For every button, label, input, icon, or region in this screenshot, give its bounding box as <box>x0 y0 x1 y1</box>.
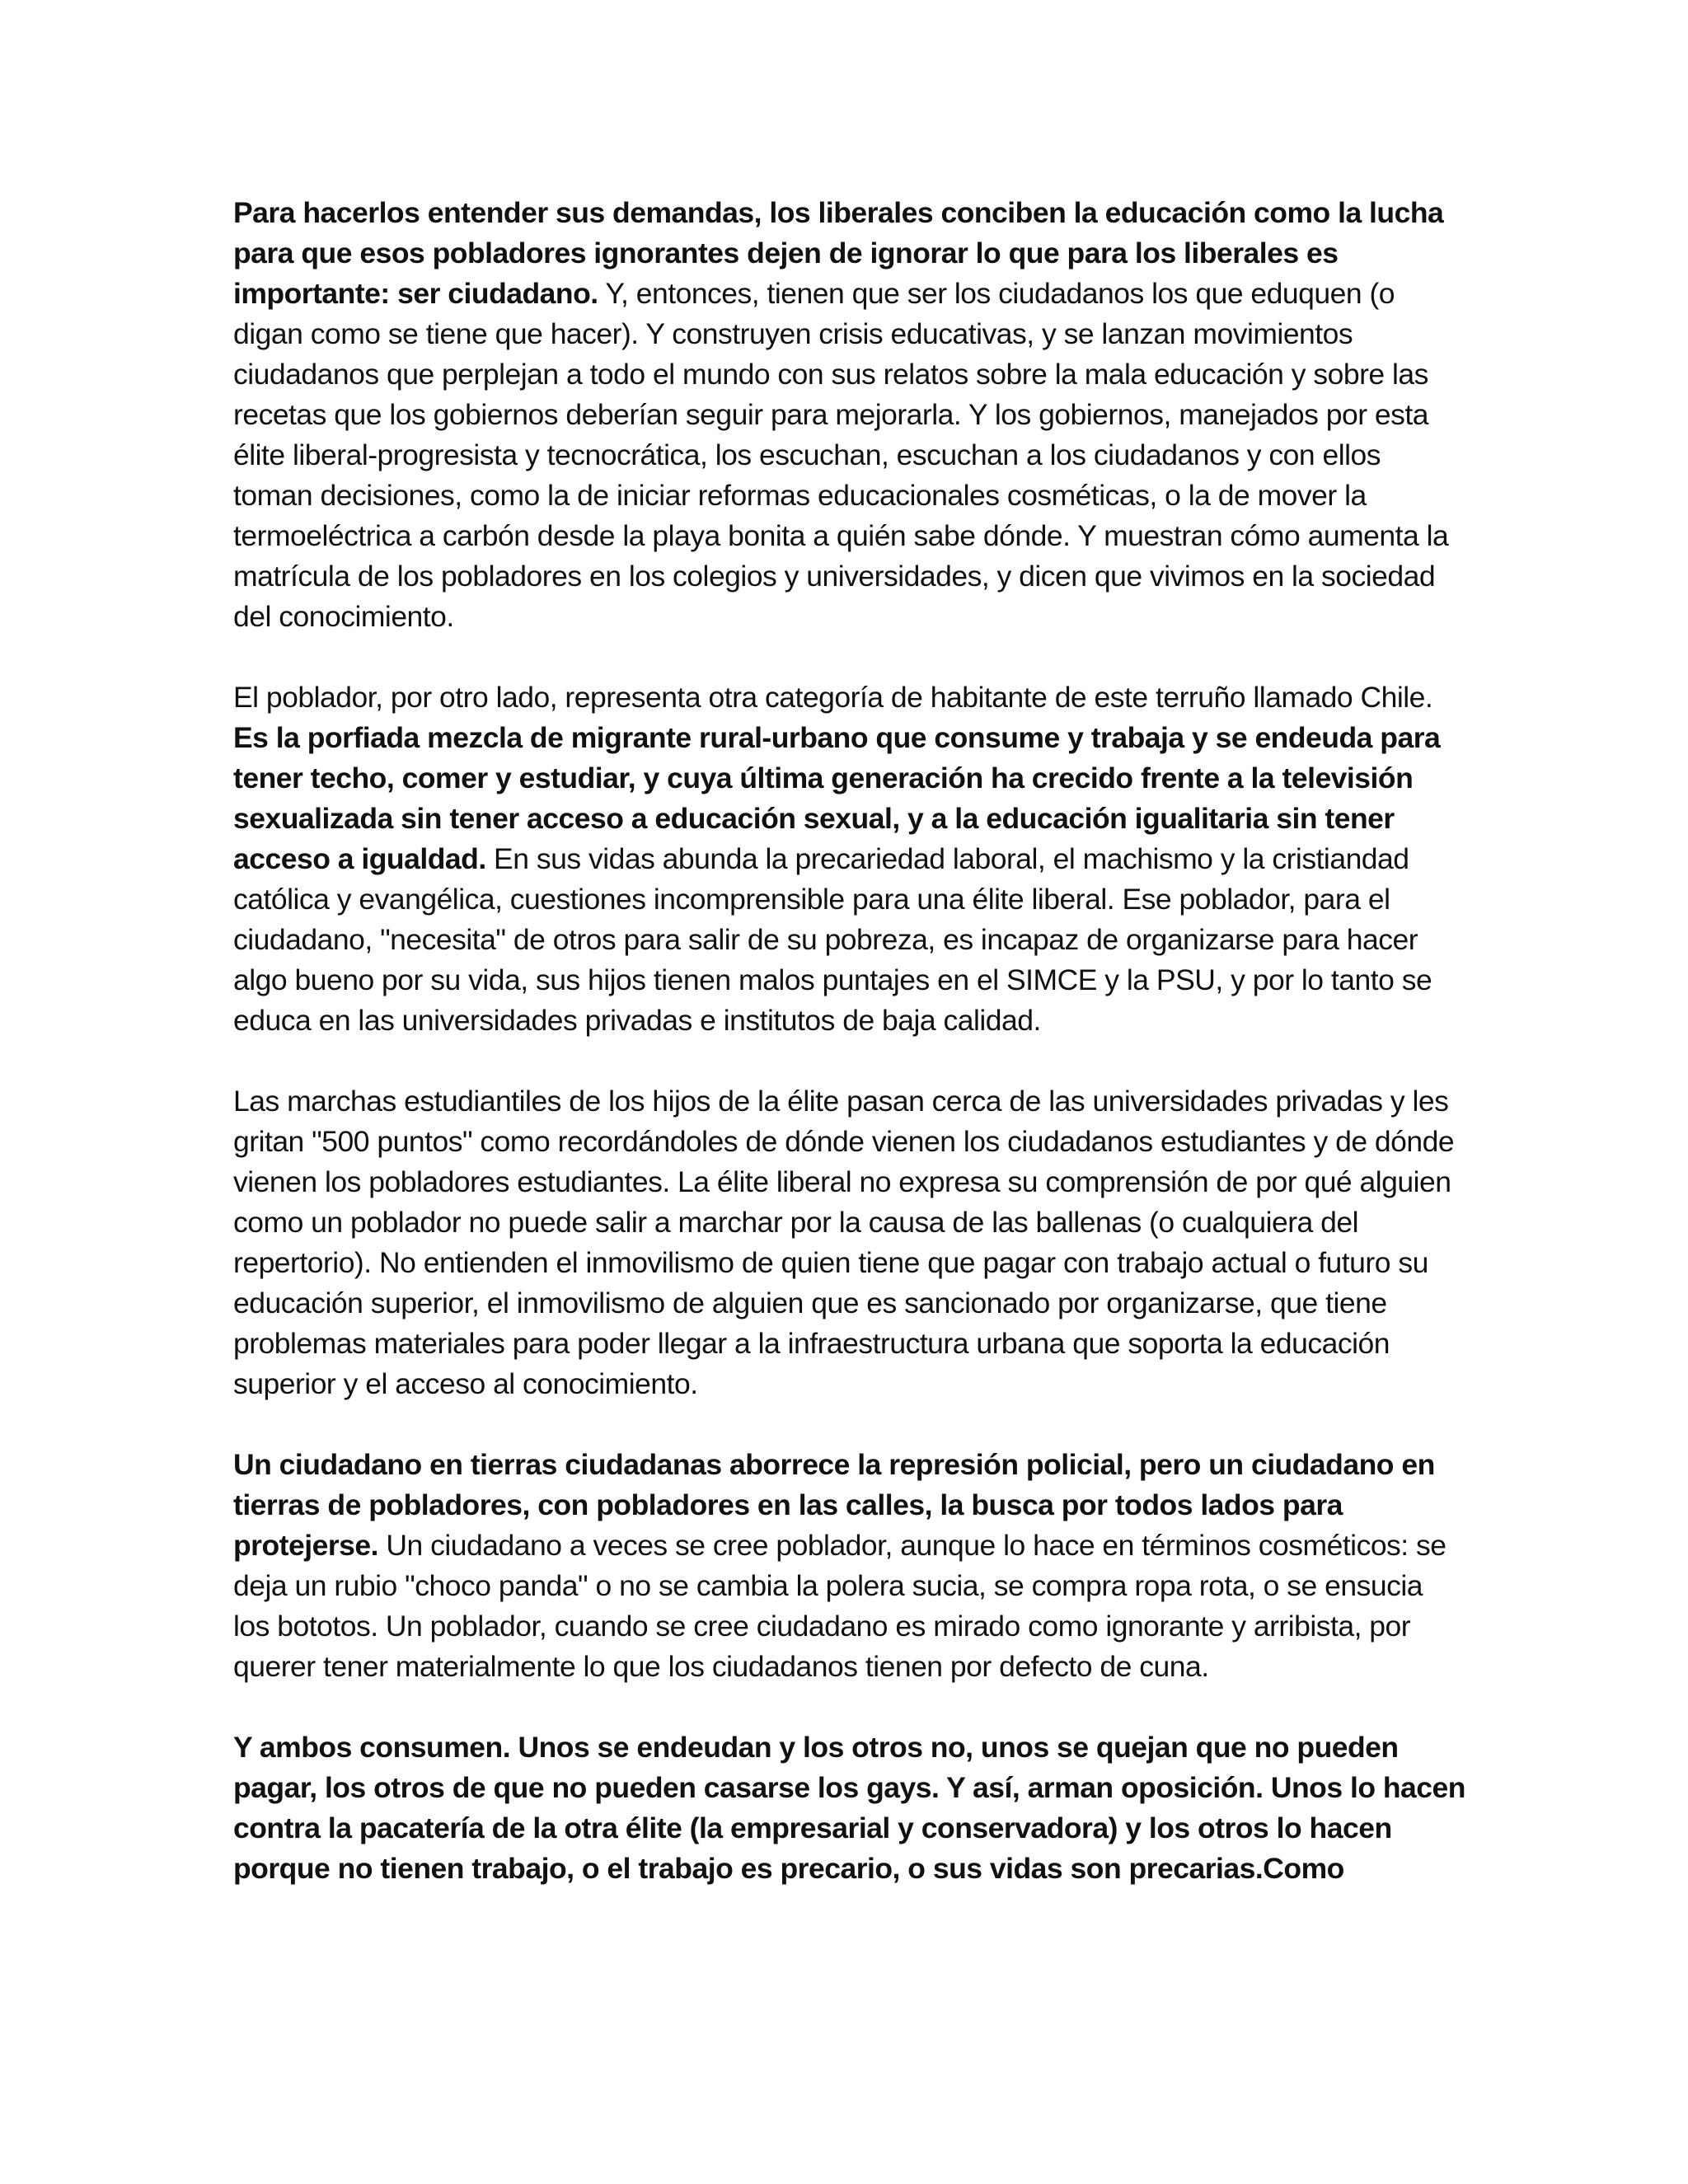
paragraph-2 <box>233 677 1465 1041</box>
paragraph-5 <box>233 1727 1465 1889</box>
paragraph-2-bold-segment: Es la porfiada mezcla de migrante rural-urbano que consume y trabaja y se endeuda para tener techo, comer y estudiar, y cuya última generación ha crecido frente a la televisión sexualizada sin tener acceso a educación sexual, y a la educación igualitaria sin tener acceso a igualdad. <box>233 721 1441 875</box>
paragraph-4-regular-segment: Un ciudadano a veces se cree poblador, aunque lo hace en términos cosméticos: se deja un rubio "choco panda" o no se cambia la polera sucia, se compra ropa rota, o se ensucia los bototos. Un poblador, cuando se cree ciudadano es mirado como ignorante y arribista, por querer tener materialmente lo que los ciudadanos tienen por defecto de cuna. <box>233 1529 1447 1683</box>
paragraph-4-bold-segment: Un ciudadano en tierras ciudadanas aborrece la represión policial, pero un ciudadano en tierras de pobladores, con pobladores en las calles, la busca por todos lados para protejerse. <box>233 1448 1435 1562</box>
paragraph-2-regular-segment: El poblador, por otro lado, representa otra categoría de habitante de este terruño llamado Chile. <box>233 681 1433 714</box>
paragraph-5-bold-segment: Y ambos consumen. Unos se endeudan y los otros no, unos se quejan que no pueden pagar, los otros de que no pueden casarse los gays. Y así, arman oposición. Unos lo hacen contra la pacatería de la otra élite (la empresarial y conservadora) y los otros lo hacen porque no tienen trabajo, o el trabajo es precario, o sus vidas son precarias.Como <box>233 1731 1465 1885</box>
paragraph-3 <box>233 1081 1465 1404</box>
paragraph-1-bold-segment: Para hacerlos entender sus demandas, los liberales conciben la educación como la lucha para que esos pobladores ignorantes dejen de ignorar lo que para los liberales es importante: ser ciudadano. <box>233 196 1444 310</box>
paragraph-1-regular-segment: Y, entonces, tienen que ser los ciudadanos los que eduquen (o digan como se tiene que hacer). Y construyen crisis educativas, y se lanzan movimientos ciudadanos que perplejan a todo el mundo con sus relatos sobre la mala educación y sobre las recetas que los gobiernos deberían seguir para mejorarla. Y los gobiernos, manejados por esta élite liberal-progresista y tecnocrática, los escuchan, escuchan a los ciudadanos y con ellos toman decisiones, como la de iniciar reformas educacionales cosméticas, o la de mover la termoeléctrica a carbón desde la playa bonita a quién sabe dónde. Y muestran cómo aumenta la matrícula de los pobladores en los colegios y universidades, y dicen que vivimos en la sociedad del conocimiento. <box>233 277 1449 633</box>
paragraph-4 <box>233 1445 1465 1687</box>
paragraph-2-regular-segment-end: En sus vidas abunda la precariedad laboral, el machismo y la cristiandad católica y evangélica, cuestiones incomprensible para una élite liberal. Ese poblador, para el ciudadano, "necesita" de otros para salir de su pobreza, es incapaz de organizarse para hacer algo bueno por su vida, sus hijos tienen malos puntajes en el SIMCE y la PSU, y por lo tanto se educa en las universidades privadas e institutos de baja calidad. <box>233 842 1432 1037</box>
paragraph-1 <box>233 193 1465 637</box>
paragraph-3-regular-segment: Las marchas estudiantiles de los hijos de la élite pasan cerca de las universidades privadas y les gritan "500 puntos" como recordándoles de dónde vienen los ciudadanos estudiantes y de dónde vienen los pobladores estudiantes. La élite liberal no expresa su comprensión de por qué alguien como un poblador no puede salir a marchar por la causa de las ballenas (o cualquiera del repertorio). No entienden el inmovilismo de quien tiene que pagar con trabajo actual o futuro su educación superior, el inmovilismo de alguien que es sancionado por organizarse, que tiene problemas materiales para poder llegar a la infraestructura urbana que soporta la educación superior y el acceso al conocimiento. <box>233 1085 1455 1400</box>
